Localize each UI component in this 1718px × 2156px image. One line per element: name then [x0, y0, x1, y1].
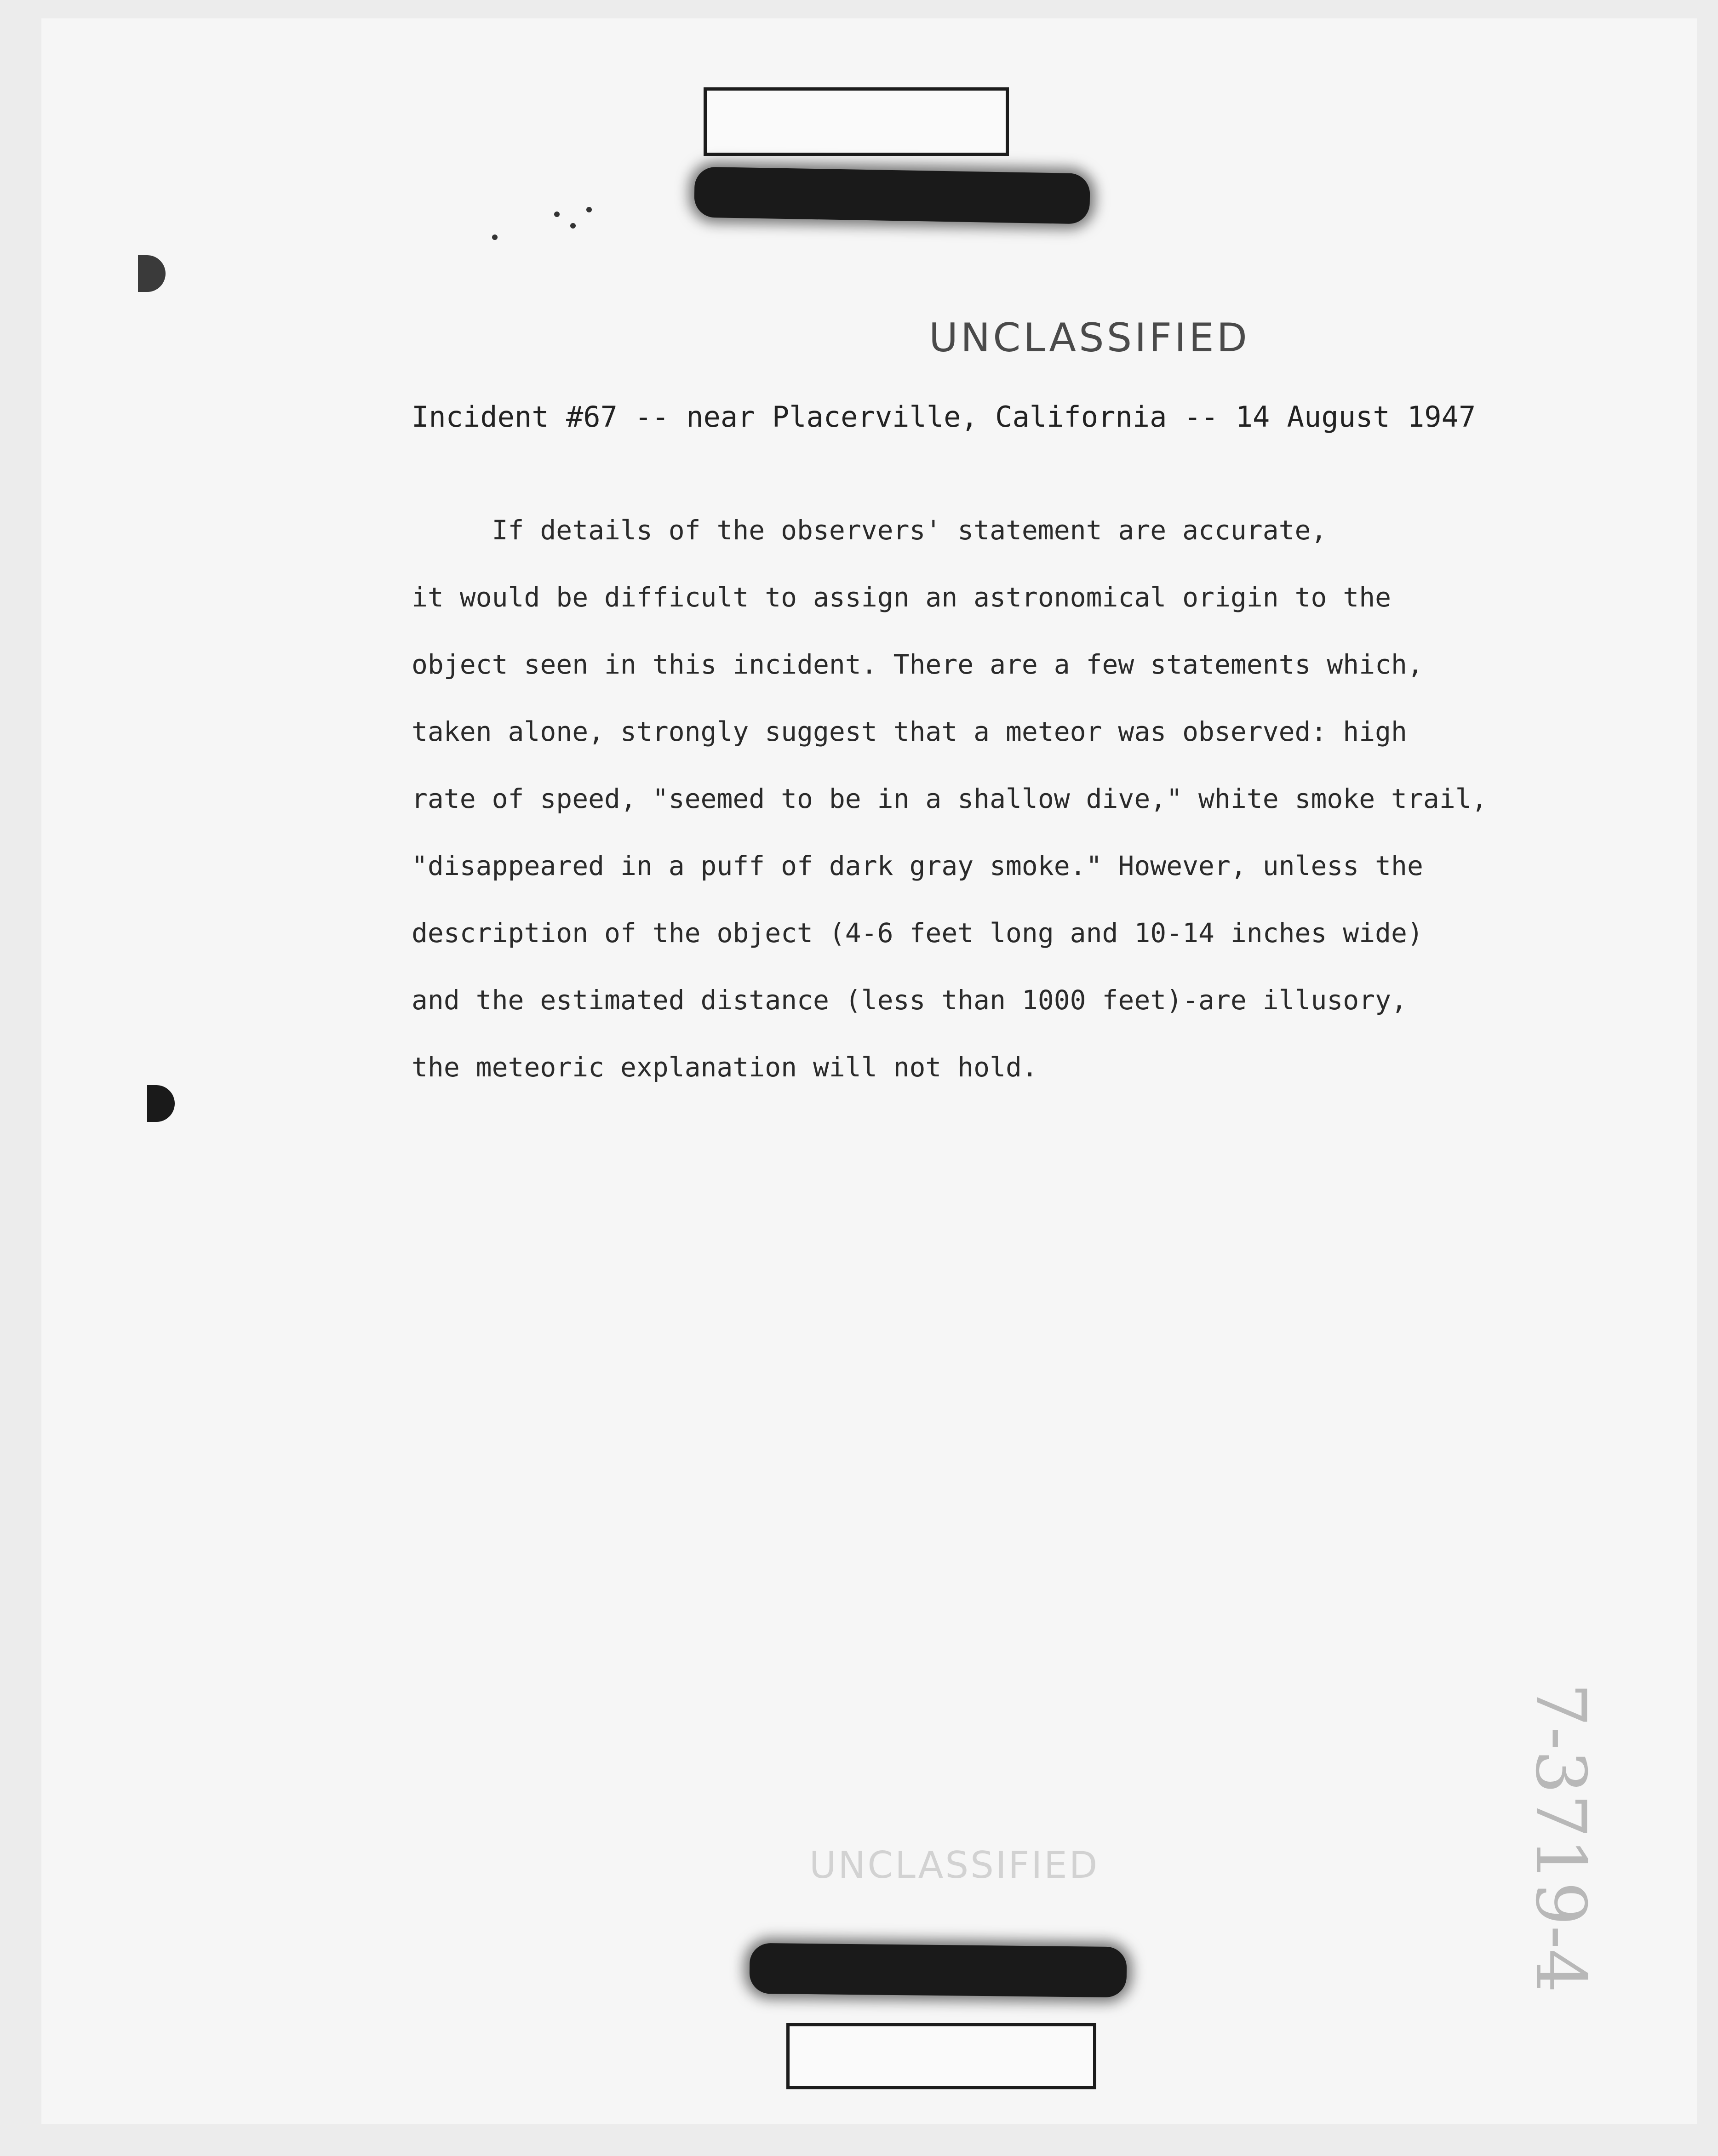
punch-hole-mark — [147, 1085, 175, 1122]
ink-speck — [492, 234, 498, 240]
punch-hole-mark — [138, 255, 166, 292]
classification-stamp-bottom: UNCLASSIFIED — [809, 1844, 1100, 1887]
ink-speck — [586, 207, 592, 212]
body-line: description of the object (4-6 feet long and 10-14 inches wide) — [412, 917, 1423, 949]
body-line: If details of the observers' statement are accurate, — [412, 515, 1327, 546]
redaction-bar-top — [694, 167, 1090, 224]
body-line: rate of speed, "seemed to be in a shallow dive," white smoke trail, — [412, 783, 1488, 814]
incident-heading: Incident #67 -- near Placerville, California -- 14 August 1947 — [412, 400, 1476, 434]
body-line: taken alone, strongly suggest that a meteor was observed: high — [412, 716, 1407, 747]
redaction-bar-bottom — [749, 1943, 1127, 1998]
classification-box-top — [704, 87, 1009, 156]
body-line: object seen in this incident. There are a few statements which, — [412, 649, 1423, 680]
ink-speck — [554, 212, 560, 217]
classification-stamp-top: UNCLASSIFIED — [929, 315, 1250, 361]
body-paragraph — [412, 497, 1607, 1101]
body-line: the meteoric explanation will not hold. — [412, 1052, 1038, 1083]
classification-box-bottom — [786, 2023, 1096, 2089]
body-line: it would be difficult to assign an astronomical origin to the — [412, 582, 1392, 613]
margin-reference-number: 7-3719-4 — [1520, 1683, 1600, 1993]
body-line: and the estimated distance (less than 1000 feet)-are illusory, — [412, 984, 1407, 1016]
ink-speck — [570, 223, 576, 229]
document-page — [41, 18, 1697, 2124]
body-line: "disappeared in a puff of dark gray smoke." However, unless the — [412, 850, 1423, 881]
